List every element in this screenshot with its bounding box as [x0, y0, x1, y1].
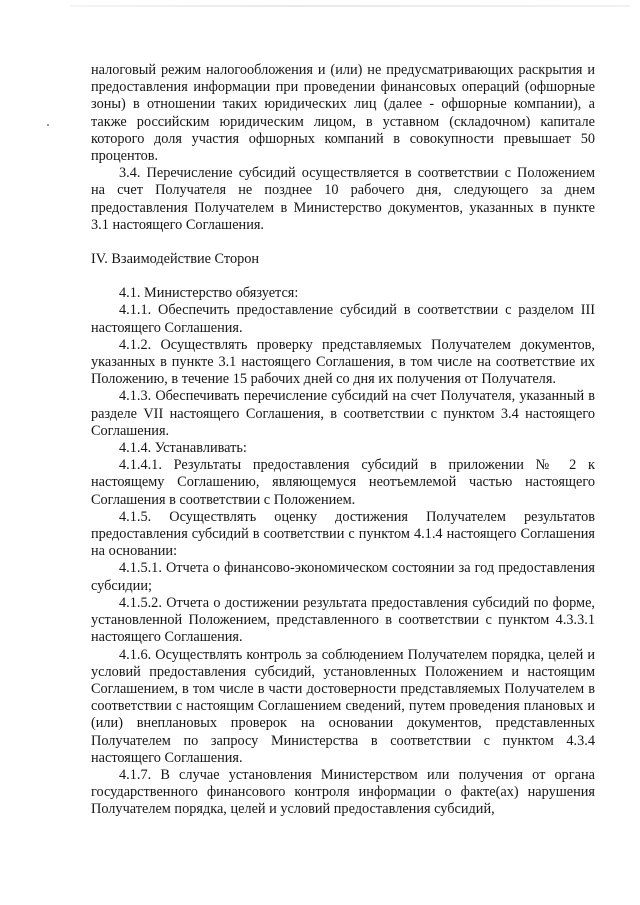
paragraph-4-1-6: 4.1.6. Осуществлять контроль за соблюдением Получателем порядка, целей и условий предоставления субсидий, установленных Положением и настоящим Соглашением, в том числе в части достоверности представляемых Получателем в соответствии с настоящим Соглашением сведений, путем проведения плановых и (или) внеплановых проверок на основании документов, представленных Получателем по запросу Министерства в соответствии с пунктом 4.3.4 настоящего Соглашения. — [91, 646, 595, 766]
paragraph-4-1-7: 4.1.7. В случае установления Министерством или получения от органа государственного финансового контроля информации о факте(ах) нарушения Получателем порядка, целей и условий предоставления субсидий, — [91, 766, 595, 818]
paragraph-4-1-2: 4.1.2. Осуществлять проверку представляемых Получателем документов, указанных в пункте 3.1 настоящего Соглашения, в том числе на соответствие их Положению, в течение 15 рабочих дней со дня их получения от Получателя. — [91, 336, 595, 388]
paragraph-offshore-continuation: налоговый режим налогообложения и (или) не предусматривающих раскрытия и предоставления информации при проведении финансовых операций (офшорные зоны) в отношении таких юридических лиц (далее - офшорные компании), а также российским юридическим лицом, в уставном (складочном) капитале которого доля участия офшорных компаний в совокупности превышает 50 процентов. — [91, 62, 595, 165]
paragraph-3-4: 3.4. Перечисление субсидий осуществляется в соответствии с Положением на счет Получателя не позднее 10 рабочего дня, следующего за днем предоставления Получателем в Министерство документов, указанных в пункте 3.1 настоящего Соглашения. — [91, 165, 595, 233]
scan-edge-line — [70, 5, 630, 7]
paragraph-4-1-5: 4.1.5. Осуществлять оценку достижения Получателем результатов предоставления субсидий в соответствии с пунктом 4.1.4 настоящего Соглашения на основании: — [91, 508, 595, 560]
paragraph-4-1-5-2: 4.1.5.2. Отчета о достижении результата предоставления субсидий по форме, установленной Положением, представленного в соответствии с пунктом 4.3.3.1 настоящего Соглашения. — [91, 594, 595, 646]
paragraph-4-1-4-1: 4.1.4.1. Результаты предоставления субсидий в приложении № 2 к настоящему Соглашению, являющемуся неотъемлемой частью настоящего Соглашения в соответствии с Положением. — [91, 457, 595, 508]
paragraph-4-1-4: 4.1.4. Устанавливать: — [119, 440, 247, 457]
section-heading-iv: IV. Взаимодействие Сторон — [91, 251, 260, 268]
paragraph-4-1-1: 4.1.1. Обеспечить предоставление субсидий в соответствии с разделом III настоящего Соглашения. — [91, 302, 595, 336]
paragraph-4-1-5-1: 4.1.5.1. Отчета о финансово-экономическом состоянии за год предоставления субсидии; — [91, 560, 595, 594]
paragraph-4-1: 4.1. Министерство обязуется: — [119, 285, 299, 302]
scan-speck — [47, 124, 49, 126]
document-body — [91, 62, 595, 819]
paragraph-4-1-3: 4.1.3. Обеспечивать перечисление субсидий на счет Получателя, указанный в разделе VII настоящего Соглашения, в соответствии с пунктом 3.4 настоящего Соглашения. — [91, 388, 595, 439]
